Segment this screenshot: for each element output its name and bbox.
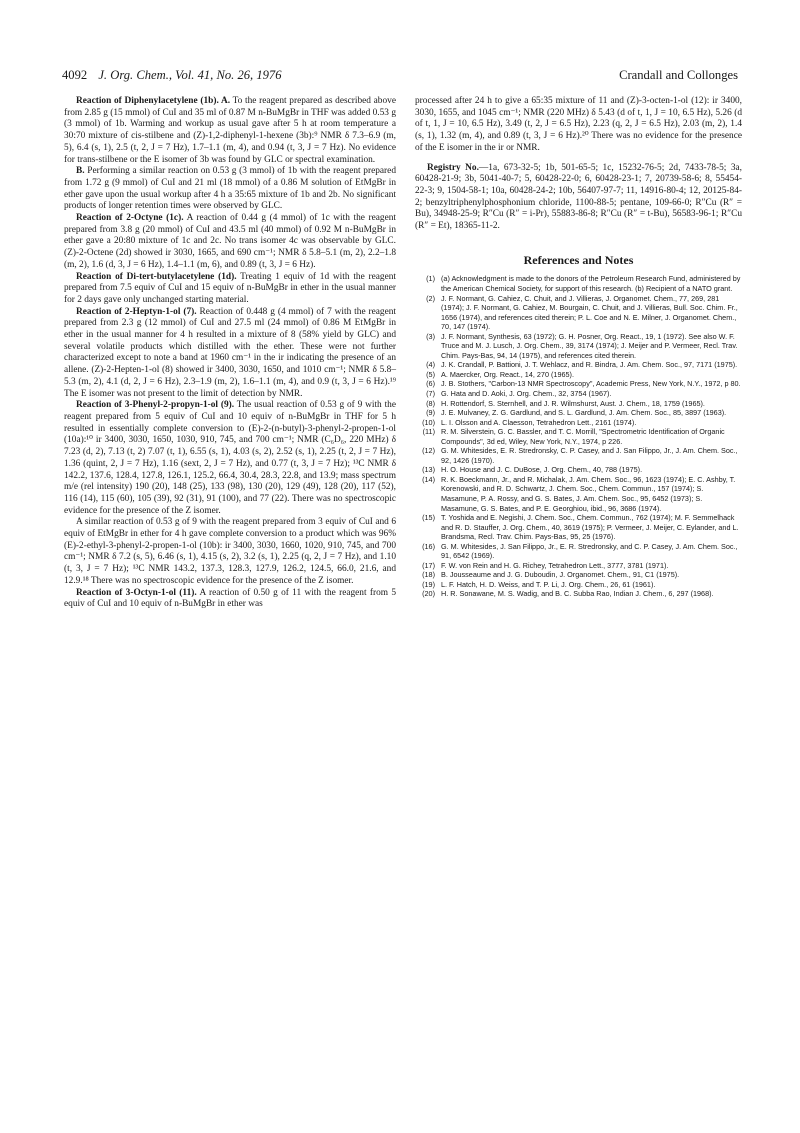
reference-item bbox=[415, 561, 742, 571]
paragraph-3-phenyl-2-propyn-1-ol bbox=[64, 400, 396, 517]
reference-text: G. M. Whitesides, J. San Filippo, Jr., E. R. Stredronsky, and C. P. Casey, J. Am. Chem. Soc., 91, 6542 (1969). bbox=[441, 541, 738, 561]
reference-text: R. M. Silverstein, G. C. Bassler, and T. C. Morrill, "Spectrometric Identification of Organic Compounds", 3d ed, Wiley, New York, N.Y., 1974, p 226. bbox=[441, 427, 725, 446]
reference-number: (13) bbox=[422, 465, 435, 475]
paragraph-heading: Reaction of Di-tert-butylacetylene (1d). bbox=[76, 271, 237, 282]
header-left bbox=[62, 68, 282, 83]
reference-number: (17) bbox=[422, 560, 435, 570]
reference-item bbox=[415, 580, 742, 590]
paragraph-2-octyne bbox=[64, 213, 396, 272]
reference-text: G. M. Whitesides, E. R. Stredronsky, C. P. Casey, and J. San Filippo, Jr., J. Am. Chem. Soc., 92, 1426 (1970). bbox=[441, 446, 738, 465]
paragraph-di-tert-butylacetylene bbox=[64, 272, 396, 307]
reference-number: (3) bbox=[426, 331, 435, 341]
paragraph-text: To the reagent prepared as described above from 2.85 g (15 mmol) of CuI and 35 ml of 0.87 M n-BuMgBr in THF was added 0.53 g (3 mmol) of 1b. Warming and workup as usual gave after 5 h at room temperature a 30:70 mixture of cis-stilbene and (Z)-1,2-diphenyl-1-hexene (3b):⁹ NMR δ 7.3–6.9 (m, 5), 6.4 (s, 1), 2.5 (t, 2, J = 7 Hz), 1.7–1.1 (m, 4), and 0.94 (t, 3, J = 7 Hz). No evidence for trans-stilbene or the E isomer of 3b was found by GLC or spectral examination. bbox=[64, 96, 396, 165]
reference-text: L. F. Hatch, H. D. Weiss, and T. P. Li, J. Org. Chem., 26, 61 (1961). bbox=[441, 579, 656, 589]
reference-text: H. Rottendorf, S. Sternhell, and J. R. Wilmshurst, Aust. J. Chem., 18, 1759 (1965). bbox=[441, 398, 705, 408]
reference-text: J. K. Crandall, P. Battioni, J. T. Wehlacz, and R. Bindra, J. Am. Chem. Soc., 97, 7171 (1975). bbox=[441, 360, 738, 370]
reference-number: (11) bbox=[422, 427, 435, 437]
paragraph-text: Treating 1 equiv of 1d with the reagent prepared from 7.5 equiv of CuI and 15 equiv of n-BuMgBr in ether in the usual manner for 2 days gave only unchanged starting material. bbox=[64, 271, 397, 305]
paragraph-heading: Reaction of 3-Octyn-1-ol (11). bbox=[76, 587, 197, 598]
reference-text: R. K. Boeckmann, Jr., and R. Michalak, J. Am. Chem. Soc., 96, 1623 (1974); E. C. Ashby, T. Korenowski, and R. D. Schwartz, J. Chem. Soc., Chem. Commun., 157 (1974); S. Masamune, P. A. Rossy, and G. S. Bates, J. Am. Chem. Soc., 95, 6452 (1973); S. Masamune, G. S. Bates, and P. E. Georghiou, ibid., 96, 3686 (1974). bbox=[441, 474, 736, 513]
paragraph-text: Reaction of 0.448 g (4 mmol) of 7 with the reagent prepared from 2.3 g (12 mmol) of CuI and 27.5 ml (24 mmol) of 0.86 M EtMgBr in ether in the usual manner for 4 h resulted in a mixture of 8 (58% yield by GLC) and several volatile products which distilled with the ether. These were not further characterized except to note a band at 1960 cm⁻¹ in the ir indicating the presence of an allene. (Z)-2-Hepten-1-ol (8) showed ir 3400, 3030, 1650, and 1010 cm⁻¹; NMR δ 5.8–5.3 (m, 2), 4.1 (d, 2, J = 6 Hz), 2.3–1.9 (m, 2), 1.6–1.1 (m, 4), and 0.9 (t, 3, J = 6 Hz).¹⁹ The E isomer was not present to the limit of detection by NMR. bbox=[64, 306, 396, 399]
reference-item bbox=[415, 570, 742, 580]
reference-item bbox=[415, 513, 742, 542]
references-title: References and Notes bbox=[523, 252, 634, 267]
paragraph-heading: Reaction of 3-Phenyl-2-propyn-1-ol (9). bbox=[76, 400, 235, 411]
references-list bbox=[415, 274, 742, 599]
reference-number: (6) bbox=[426, 379, 435, 389]
reference-text: H. R. Sonawane, M. S. Wadig, and B. C. Subba Rao, Indian J. Chem., 6, 297 (1968). bbox=[441, 589, 714, 599]
paragraph-heading: Reaction of Diphenylacetylene (1b). A. bbox=[76, 96, 231, 106]
reference-number: (2) bbox=[426, 293, 435, 303]
reference-item bbox=[415, 370, 742, 380]
paragraph-diphenylacetylene-a bbox=[64, 96, 396, 166]
reference-text: G. Hata and D. Aoki, J. Org. Chem., 32, 3754 (1967). bbox=[441, 389, 612, 398]
reference-text: F. W. von Rein and H. G. Richey, Tetrahedron Lett., 3777, 3781 (1971). bbox=[441, 560, 669, 570]
reference-item bbox=[415, 399, 742, 409]
left-column bbox=[64, 96, 396, 611]
paragraph-diphenylacetylene-b bbox=[64, 166, 396, 213]
page-number: 4092 bbox=[62, 68, 88, 82]
reference-item bbox=[415, 475, 742, 513]
right-column bbox=[415, 96, 742, 599]
reference-item bbox=[415, 408, 742, 418]
paragraph-text: A reaction of 0.50 g of 11 with the reagent from 5 equiv of CuI and 10 equiv of n-BuMgBr in ether was bbox=[64, 587, 397, 610]
reference-number: (16) bbox=[422, 541, 435, 551]
reference-item bbox=[415, 427, 742, 446]
registry-text: —1a, 673-32-5; 1b, 501-65-5; 1c, 15232-76-5; 2d, 7433-78-5; 3a, 60428-21-9; 3b, 5041-40-7; 5, 60428-22-0; 6, 60428-23-1; 7, 20739-58-6; 8, 55454-22-3; 9, 1504-58-1; 10a, 60428-24-2; 10b, 56407-97-7; 11, 14916-80-4; 12, 20125-84-2; benzyltriphenylphosphonium chloride, 1100-88-5; pentane, 109-66-0; R″Cu (R″ = Bu), 34948-25-9; R″Cu (R″ = i-Pr), 55883-86-8; R″Cu (R″ = t-Bu), 56583-96-1; R″Cu (R″ = Et), 18365-11-2. bbox=[415, 162, 742, 232]
paragraph-heading: Reaction of 2-Octyne (1c). bbox=[76, 213, 184, 224]
reference-item bbox=[415, 418, 742, 428]
continuation-paragraph: processed after 24 h to give a 65:35 mixture of 11 and (Z)-3-octen-1-ol (12): ir 3400, 3030, 1655, and 1045 cm⁻¹; NMR (220 MHz) δ 5.43 (d of t, 1, J = 10, 6.5 Hz), 5.26 (d of t, 1, J = 10, 6.5 Hz), 3.49 (t, 2, J = 6.5 Hz), 2.23 (q, 2, J = 6.5 Hz), 2.03 (m, 2), 1.4 (s, 1), 1.32 (m, 4), and 0.89 (t, 3, J = 6 Hz).²⁰ There was no evidence for the presence of the E isomer in the ir or NMR. bbox=[415, 96, 742, 153]
paragraph-text: The usual reaction of 0.53 g of 9 with the reagent prepared from 5 equiv of CuI and 10 equiv of n-BuMgBr in THF for 5 h resulted in essentially complete conversion to (E)-2-(n-butyl)-3-phenyl-2-propen-1-ol (10a):¹⁰ ir 3400, 3030, 1650, 1030, 910, 745, and 700 cm⁻¹; NMR (C₆D₆, 220 MHz) δ 7.23 (d, 2), 7.13 (t, 2) 7.07 (t, 1), 6.55 (s, 1), 4.03 (s, 2), 2.52 (s, 1), 2.25 (t, 2, J = 7 Hz), 1.36 (quint, 2, J = 7 Hz), 1.16 (sext, 2, J = 7 Hz), and 0.77 (t, 3, J = 7 Hz); ¹³C NMR δ 142.2, 137.6, 128.4, 127.8, 126.1, 125.2, 66.4, 30.4, 28.3, 22.8, and 13.9; mass spectrum m/e (rel intensity) 190 (20), 148 (25), 133 (98), 130 (20), 129 (49), 128 (20), 117 (52), 116 (14), 115 (60), 105 (39), 92 (31), 91 (100), and 77 (22). There was no spectroscopic evidence for the presence of the Z isomer. bbox=[64, 400, 396, 516]
paragraph-similar-reaction bbox=[64, 517, 396, 587]
paragraph-heading: Reaction of 2-Heptyn-1-ol (7). bbox=[76, 306, 197, 317]
paragraph-text: A reaction of 0.44 g (4 mmol) of 1c with the reagent prepared from 3.8 g (20 mmol) of CuI and 43.5 ml (40 mmol) of 0.92 M n-BuMgBr in ether gave a 20:80 mixture of 1c and 2c. No trans isomer 4c was observable by GLC. (Z)-2-Octene (2d) showed ir 3030, 1665, and 690 cm⁻¹; NMR δ 5.8–5.1 (m, 2), 2.2–1.8 (m, 2), 1.6 (d, 3, J = 6 Hz), 1.4–1.1 (m, 6), and 0.89 (t, 3, J = 6 Hz). bbox=[64, 213, 396, 270]
reference-item bbox=[415, 274, 742, 293]
reference-item bbox=[415, 294, 742, 332]
reference-item bbox=[415, 589, 742, 599]
reference-number: (15) bbox=[422, 513, 435, 523]
reference-item bbox=[415, 389, 742, 399]
registry-heading: Registry No. bbox=[427, 162, 479, 173]
reference-text: (a) Acknowledgment is made to the donors of the Petroleum Research Fund, administered by the American Chemical Society, for support of this research. (b) Recipient of a NATO grant. bbox=[441, 274, 741, 293]
reference-number: (1) bbox=[426, 274, 435, 284]
paragraph-text: Performing a similar reaction on 0.53 g (3 mmol) of 1b with the reagent prepared from 1.72 g (9 mmol) of CuI and 21 ml (18 mmol) of a 0.86 M solution of EtMgBr in ether gave upon the usual workup after 4 h a 35:65 mixture of 1b and 2b. No significant products of longer retention times were observed by GLC. bbox=[64, 166, 396, 212]
paragraph-2-heptyn-1-ol bbox=[64, 307, 396, 401]
reference-text: J. F. Normant, G. Cahiez, C. Chuit, and J. Villieras, J. Organomet. Chem., 77, 269, 281 (1974); J. F. Normant, G. Cahiez, M. Bourgain, C. Chuit, and J. Villieras, Bull. Soc. Chim. Fr., 1656 (1974), and references cited therein; P. L. Coe and N. E. Milner, J. Organomet. Chem., 70, 147 (1974). bbox=[441, 293, 738, 332]
paragraph-text: A similar reaction of 0.53 g of 9 with the reagent prepared from 3 equiv of CuI and 6 equiv of EtMgBr in ether for 4 h gave complete conversion to a product which was 96% (E)-2-ethyl-3-phenyl-2-propen-1-ol (10b): ir 3400, 3030, 1660, 1020, 910, 745, and 700 cm⁻¹; NMR δ 7.2 (s, 5), 6.46 (s, 1), 4.15 (s, 2), 3.2 (s, 1), 2.25 (q, 2, J = 7 Hz), and 1.10 (t, 3, J = 7 Hz); ¹³C NMR 143.2, 137.3, 128.3, 127.9, 126.2, 124.5, 66.0, 21.6, and 12.9.¹⁸ There was no spectroscopic evidence for the presence of the Z isomer. bbox=[64, 517, 396, 586]
running-header bbox=[62, 68, 738, 86]
reference-text: B. Jousseaume and J. G. Duboudin, J. Organomet. Chem., 91, C1 (1975). bbox=[441, 570, 680, 580]
reference-number: (10) bbox=[422, 417, 435, 427]
reference-item bbox=[415, 360, 742, 370]
reference-number: (19) bbox=[422, 579, 435, 589]
reference-number: (12) bbox=[422, 446, 435, 456]
reference-item bbox=[415, 446, 742, 465]
reference-text: J. E. Mulvaney, Z. G. Gardlund, and S. L. Gardlund, J. Am. Chem. Soc., 85, 3897 (1963). bbox=[441, 408, 727, 418]
reference-number: (4) bbox=[426, 360, 435, 370]
reference-item bbox=[415, 465, 742, 475]
paragraph-3-octyn-1-ol bbox=[64, 588, 396, 611]
header-authors: Crandall and Collonges bbox=[619, 68, 738, 82]
reference-item bbox=[415, 542, 742, 561]
reference-number: (9) bbox=[426, 408, 435, 418]
reference-number: (14) bbox=[422, 474, 435, 484]
reference-text: J. F. Normant, Synthesis, 63 (1972); G. H. Posner, Org. React., 19, 1 (1972). See also W. F. Truce and M. J. Lusch, J. Org. Chem., 39, 3174 (1974); J. Meijer and P. Vermeer, Recl. Trav. Chim. Pays-Bas, 94, 14 (1975), and references cited therein. bbox=[441, 331, 738, 360]
reference-text: H. O. House and J. C. DuBose, J. Org. Chem., 40, 788 (1975). bbox=[441, 465, 643, 475]
registry-numbers bbox=[415, 163, 742, 233]
reference-number: (20) bbox=[422, 589, 435, 599]
journal-citation: J. Org. Chem., Vol. 41, No. 26, 1976 bbox=[98, 68, 282, 82]
reference-number: (18) bbox=[422, 570, 435, 580]
reference-text: T. Yoshida and E. Negishi, J. Chem. Soc., Chem. Commun., 762 (1974); M. F. Semmelhack and R. D. Stauffer, J. Org. Chem., 40, 3619 (1975); P. Vermeer, J. Meijer, C. Eylander, and L. Brandsma, Recl. Trav. Chim. Pays-Bas, 95, 25 (1976). bbox=[441, 513, 739, 542]
reference-number: (8) bbox=[426, 398, 435, 408]
reference-text: J. B. Stothers, "Carbon-13 NMR Spectroscopy", Academic Press, New York, N.Y., 1972, p 80. bbox=[441, 379, 741, 389]
reference-text: L. I. Olsson and A. Claesson, Tetrahedron Lett., 2161 (1974). bbox=[441, 417, 637, 427]
reference-text: A. Maercker, Org. React., 14, 270 (1965). bbox=[441, 369, 574, 379]
reference-item bbox=[415, 332, 742, 361]
reference-number: (7) bbox=[426, 389, 435, 398]
paragraph-heading: B. bbox=[76, 166, 85, 177]
reference-number: (5) bbox=[426, 369, 435, 379]
reference-item bbox=[415, 379, 742, 389]
